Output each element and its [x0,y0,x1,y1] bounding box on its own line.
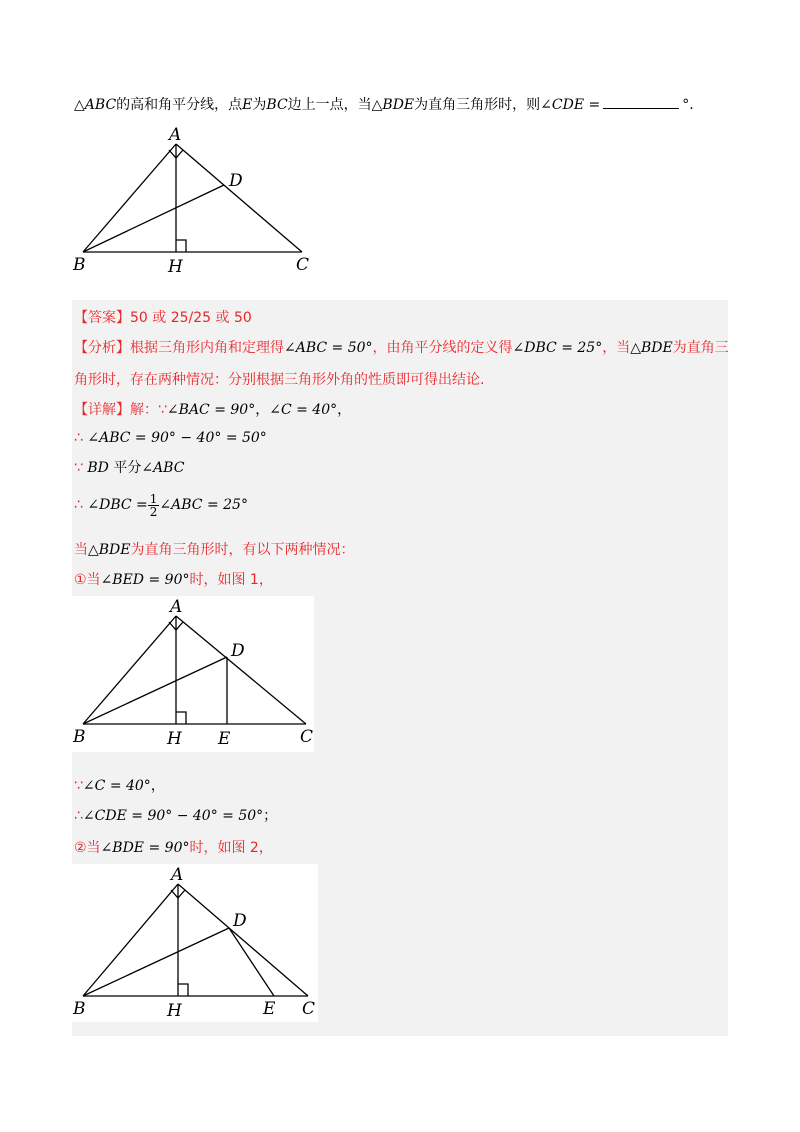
question-text [74,94,734,116]
math-bac-90: ∠BAC = 90° [166,402,256,418]
segment-bd [83,185,224,252]
case-2-heading [74,838,734,858]
detail-line-1 [74,400,734,420]
case-text: 时，如图 2， [189,840,273,856]
math-c-40: ∠C = 40° [269,402,338,418]
therefore-symbol: ∴ [74,430,83,446]
math-abc: ABC [84,97,117,113]
math-bed-90: ∠BED = 90° [100,572,190,588]
because-symbol: ∵ [74,460,83,476]
math-cde: ∠CDE = [540,97,601,113]
because-symbol: ∵ [74,778,83,794]
segment-ab [83,884,178,996]
label-e: E [218,729,231,749]
detail-tag: 【详解】 [74,402,130,418]
question-part: 为 [252,97,267,113]
case-text: ②当 [74,840,101,856]
question-figure [70,122,330,274]
label-c: C [296,255,310,274]
analysis-tag: 【分析】 [74,340,130,356]
analysis-text: ，由角平分线的定义得 [372,340,513,356]
answer-blank [603,94,679,109]
question-part: 边上一点，当 [287,97,372,113]
therefore-symbol: ∴ [74,808,83,824]
detail-text: ， [337,402,352,418]
label-h: H [167,729,182,749]
math-bde: △BDE [371,97,415,113]
analysis-line-1 [74,338,734,358]
math-cde-calc: ∠CDE = 90° − 40° = 50° [82,808,264,824]
math-abc-angle: ∠ABC [141,460,185,476]
cases-intro [74,540,734,560]
question-part: 为直角三角形时，则 [414,97,541,113]
label-c: C [302,999,316,1019]
right-angle-mark-h [176,712,186,724]
segment-bd [83,928,229,996]
segment-de [229,928,274,996]
detail-text: ， [255,402,270,418]
label-b: B [73,999,86,1019]
math-abc-calc: ∠ABC = 90° − 40° = 50° [87,430,267,446]
segment-ab [83,144,176,252]
math-dbc-25: ∠DBC = 25° [512,340,603,356]
label-a: A [170,597,183,617]
case-1-line-1 [74,776,734,796]
question-part: °. [682,97,694,113]
label-h: H [168,257,183,274]
label-e: E [263,999,276,1019]
math-bc: BC [266,97,288,113]
answer-value: 50 或 25/25 或 50 [130,310,252,326]
case-text: ， [150,778,165,794]
cases-text: 当 [74,542,88,558]
fraction-denominator: 2 [149,504,158,519]
detail-line-3 [74,458,734,478]
fraction-one-half [148,493,160,518]
fraction-numerator: 1 [149,491,158,506]
answer-line [74,308,734,328]
math-c-40: ∠C = 40° [82,778,151,794]
math-bde: △BDE [630,340,673,356]
answer-tag: 【答案】 [74,310,130,326]
right-angle-mark-h [176,240,186,252]
cases-text: 为直角三角形时，有以下两种情况： [130,542,355,558]
segment-ac [176,616,306,724]
detail-text: 解：∵ [130,402,167,418]
analysis-text: ，当 [602,340,631,356]
detail-line-4 [74,490,734,520]
figure-1 [70,596,320,752]
math-bde: △BDE [88,542,131,558]
detail-line-2 [74,428,734,448]
label-a: A [171,865,184,885]
case-1-heading [74,570,734,590]
analysis-line-2: 角形时，存在两种情况：分别根据三角形外角的性质即可得出结论. [74,372,485,388]
label-h: H [167,1001,182,1021]
analysis-text: 为直角三 [672,340,729,356]
label-a: A [169,125,182,145]
label-b: B [73,727,86,747]
triangle-symbol: △ [74,97,85,113]
question-part: 的高和角平分线，点 [116,97,243,113]
math-dbc-eq: ∠DBC = [87,497,148,513]
math-abc-25: ∠ABC = 25° [159,497,248,513]
label-d: D [233,911,247,931]
label-b: B [73,255,86,274]
case-text: ①当 [74,572,101,588]
segment-ac [176,144,302,252]
case-text: ； [263,808,278,824]
math-abc-50: ∠ABC = 50° [284,340,373,356]
math-bd: BD [87,460,109,476]
analysis-text: 根据三角形内角和定理得 [130,340,284,356]
label-d: D [229,171,243,191]
segment-ac [178,884,308,996]
segment-ab [83,616,176,724]
therefore-symbol: ∴ [74,497,83,513]
case-text: 时，如图 1， [189,572,273,588]
label-c: C [300,727,314,747]
right-angle-mark-h [178,984,188,996]
math-e: E [242,97,253,113]
figure-2 [70,864,322,1022]
math-bde-90: ∠BDE = 90° [100,840,190,856]
detail-text: 平分 [113,460,142,476]
label-d: D [231,641,245,661]
segment-bd [83,657,227,724]
case-1-line-2 [74,806,734,826]
